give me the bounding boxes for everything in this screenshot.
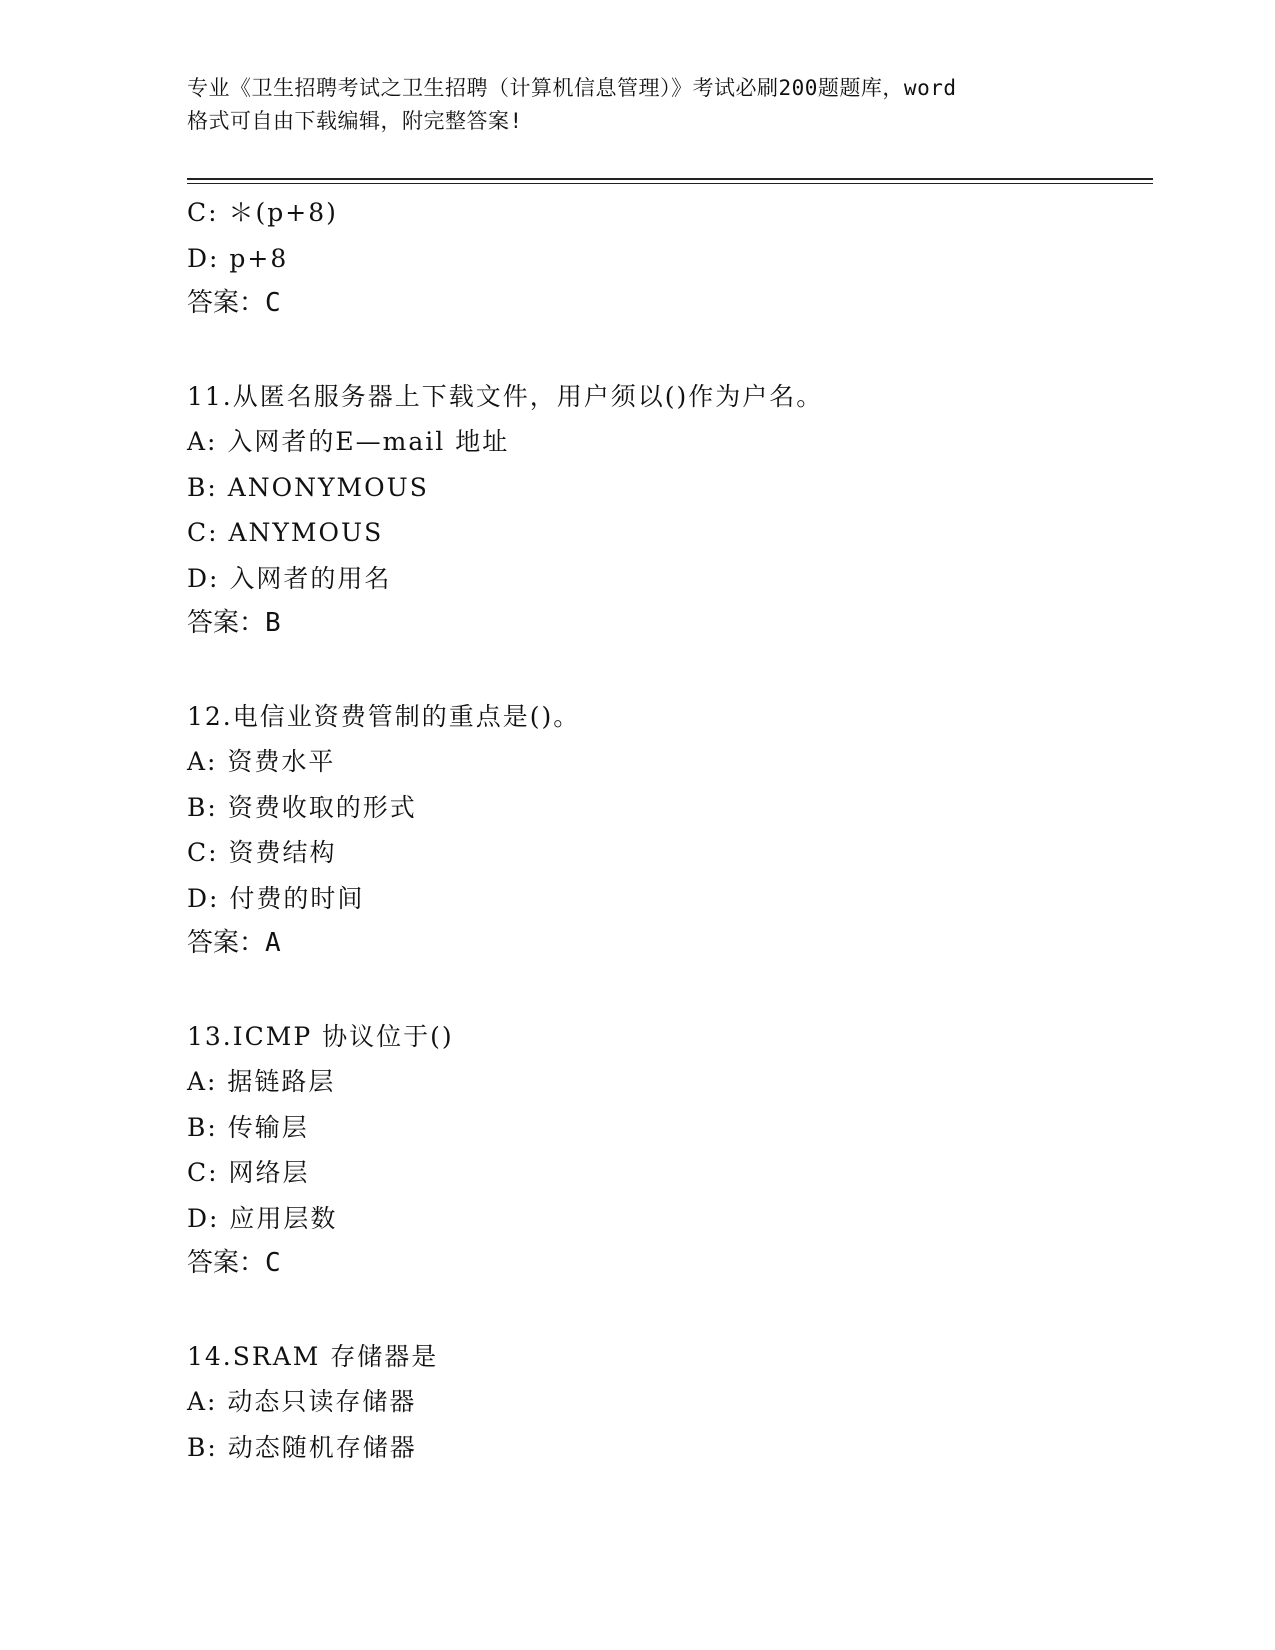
question-stem: 12.电信业资费管制的重点是()。: [187, 701, 581, 731]
option-c: C: ＊(p+8): [187, 198, 338, 227]
answer-value: B: [265, 608, 281, 638]
option-b: B: 传输层: [187, 1112, 309, 1142]
header-title-line-2: 格式可自由下载编辑，附完整答案!: [187, 109, 523, 133]
option-b: B: 动态随机存储器: [187, 1432, 417, 1462]
option-c: C: ANYMOUS: [187, 518, 384, 547]
option-a: A: 动态只读存储器: [187, 1387, 417, 1416]
answer-line: [187, 281, 1147, 327]
answer-label: 答案：: [187, 288, 266, 318]
answer-label: 答案：: [187, 928, 266, 958]
page-header: [187, 72, 1087, 138]
answer-line: [187, 1241, 1147, 1287]
answer-label: 答案：: [187, 608, 266, 638]
header-title-line-1: 专业《卫生招聘考试之卫生招聘（计算机信息管理）》考试必刷200题题库，word: [187, 76, 957, 100]
question-14: [187, 1334, 1147, 1471]
option-a: A: 资费水平: [187, 747, 336, 776]
document-body: [187, 190, 1147, 1470]
question-10-continued: [187, 190, 1147, 327]
question-stem: 14.SRAM 存储器是: [187, 1341, 439, 1371]
option-d: D: p+8: [187, 243, 289, 273]
option-b: B: 资费收取的形式: [187, 792, 417, 822]
header-divider: [187, 178, 1153, 184]
question-13: [187, 1014, 1147, 1287]
option-c: C: 资费结构: [187, 838, 337, 867]
answer-label: 答案：: [187, 1248, 266, 1278]
question-12: [187, 694, 1147, 967]
option-d: D: 应用层数: [187, 1203, 338, 1233]
option-a: A: 入网者的E—mail 地址: [187, 427, 510, 456]
answer-value: C: [265, 1248, 281, 1278]
question-stem: 11.从匿名服务器上下载文件，用户须以()作为户名。: [187, 381, 824, 411]
option-d: D: 付费的时间: [187, 883, 365, 913]
answer-line: [187, 921, 1147, 967]
answer-value: A: [265, 928, 281, 958]
option-a: A: 据链路层: [187, 1067, 336, 1096]
question-stem: 13.ICMP 协议位于(): [187, 1021, 454, 1051]
answer-value: C: [265, 288, 281, 318]
option-d: D: 入网者的用名: [187, 563, 392, 593]
question-11: [187, 374, 1147, 647]
answer-line: [187, 601, 1147, 647]
option-b: B: ANONYMOUS: [187, 472, 429, 502]
option-c: C: 网络层: [187, 1158, 310, 1187]
